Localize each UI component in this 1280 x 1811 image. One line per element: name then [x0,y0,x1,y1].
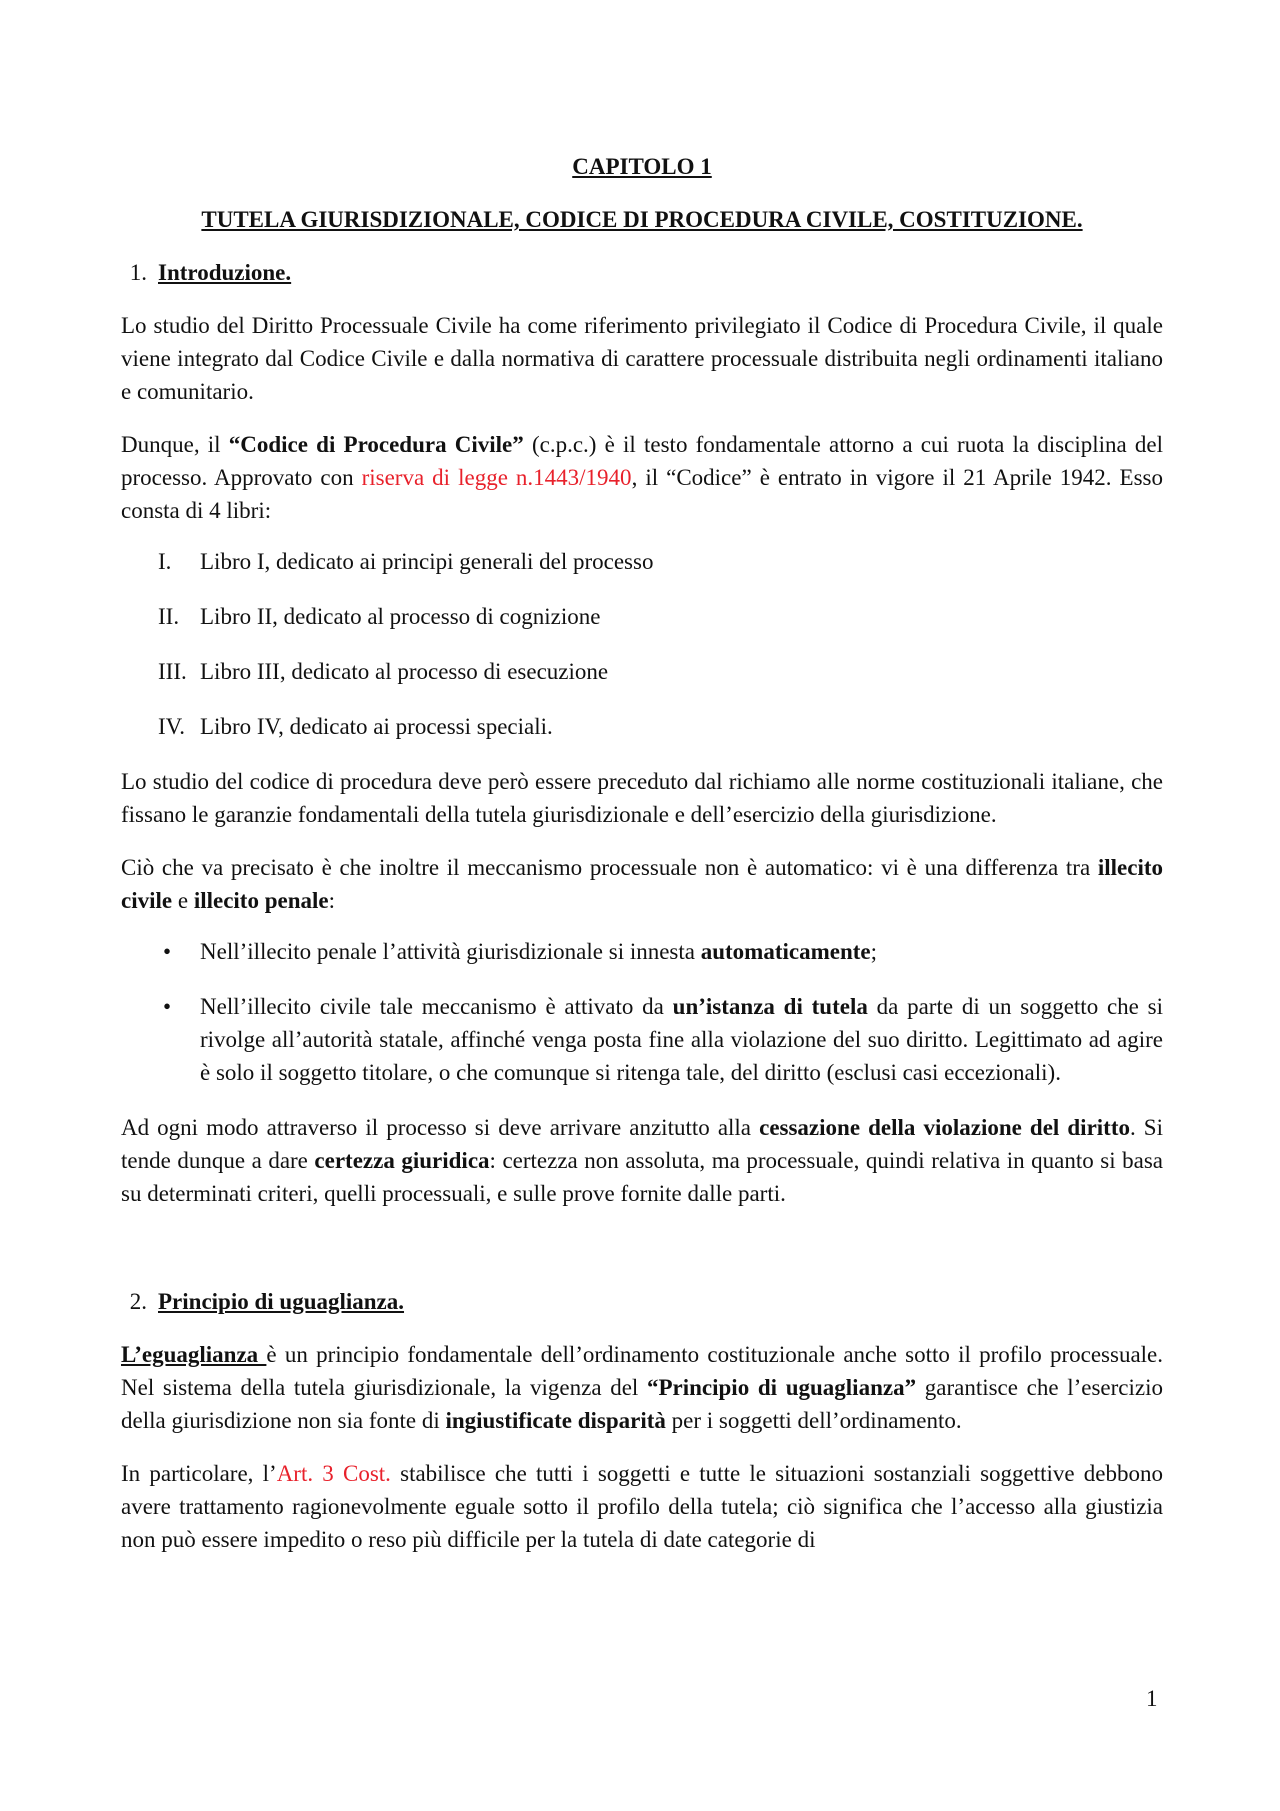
article-reference: Art. 3 Cost. [276,1461,391,1486]
text-run: : [328,888,335,913]
list-item-text: Libro III, dedicato al processo di esecuzione [200,659,609,684]
text-run: Ad ogni modo attraverso il processo si deve arrivare anzitutto alla [121,1115,760,1140]
list-item-text [200,990,1163,1089]
cessazione-bold: cessazione della violazione del diritto [759,1115,1130,1140]
text-run: Dunque, il [121,432,229,457]
list-marker: I. [158,549,172,574]
illecito-civile-bold: illecito civile [121,855,1163,913]
list-marker: IV. [158,714,186,739]
eguaglianza-term: L’eguaglianza [121,1342,267,1367]
certezza-giuridica-bold: certezza giuridica [314,1148,490,1173]
section-title: Introduzione. [158,260,292,285]
paragraph-illecito [121,851,1163,917]
paragraph-costituzione: Lo studio del codice di procedura deve però essere preceduto dal richiamo alle norme costituzionali italiane, che fissano le garanzie fondamentali della tutela giurisdizionale e dell’esercizio della giurisdizione. [121,769,1163,827]
section-heading-uguaglianza [121,1285,1163,1318]
paragraph-eguaglianza [121,1338,1163,1437]
paragraph-certezza [121,1111,1163,1210]
principio-bold: “Principio di uguaglianza” [646,1375,917,1400]
paragraph-art3 [121,1457,1163,1556]
text-run: garantisce che l’esercizio della giurisdizione non sia fonte di [121,1375,1163,1433]
section-number: 2. [129,1289,147,1314]
list-item [121,990,1163,1089]
illecito-bullets [121,935,1163,1089]
text-run: : certezza non assoluta, ma processuale, quindi relativa in quanto si basa su determinati criteri, quelli processuali, e sulle prove fornite dalle parti. [121,1148,1163,1206]
automaticamente-bold: automaticamente [700,939,871,964]
law-reference: riserva di legge n.1443/1940 [361,465,632,490]
text-run: (c.p.c.) è il testo fondamentale attorno a cui ruota la disciplina del processo. Approvato con [121,432,1163,490]
list-item-text: Libro IV, dedicato ai processi speciali. [200,714,553,739]
list-item-text: Libro I, dedicato ai principi generali del processo [200,549,654,574]
page-number: 1 [1146,1686,1158,1711]
list-item [121,935,1163,968]
books-list [121,545,1163,743]
list-item [121,655,1163,688]
list-marker: II. [158,604,180,629]
list-item [121,545,1163,578]
list-marker: III. [158,659,187,684]
document-body [121,150,1163,1556]
istanza-tutela-bold: un’istanza di tutela [672,994,868,1019]
bullet-marker: • [163,939,172,964]
section-number: 1. [129,260,147,285]
list-item [121,600,1163,633]
text-run: è un principio fondamentale dell’ordinamento costituzionale anche sotto il profilo processuale. Nel sistema della tutela giurisdizionale, la vigenza del [121,1342,1164,1400]
disparita-bold: ingiustificate disparità [445,1408,666,1433]
chapter-title: CAPITOLO 1 [572,154,712,179]
illecito-penale-bold: illecito penale [193,888,329,913]
section-title: Principio di uguaglianza. [158,1289,405,1314]
text-run: per i soggetti dell’ordinamento. [665,1408,962,1433]
text-run: Nell’illecito civile tale meccanismo è attivato da [200,994,673,1019]
text-run: da parte di un soggetto che si rivolge all’autorità statale, affinché venga posta fine alla violazione del suo diritto. Legittimato ad agire è solo il soggetto titolare, o che comunque si ritenga tale, del diritto (esclusi casi eccezionali). [200,994,1163,1085]
text-run: . Si tende dunque a dare [121,1115,1163,1173]
text-run: ; [870,939,878,964]
text-run: Ciò che va precisato è che inoltre il meccanismo processuale non è automatico: vi è una differenza tra [121,855,1098,880]
text-run: stabilisce che tutti i soggetti e tutte le situazioni sostanziali soggettive debbono avere trattamento ragionevolmente eguale sotto il profilo della tutela; ciò significa che l’accesso alla giustizia non può essere impedito o reso più difficile per la tutela di date categorie di [121,1461,1164,1552]
paragraph-intro: Lo studio del Diritto Processuale Civile ha come riferimento privilegiato il Codice di Procedura Civile, il quale viene integrato dal Codice Civile e dalla normativa di carattere processuale distribuita negli ordinamenti italiano e comunitario. [121,313,1163,404]
codice-title-bold: “Codice di Procedura Civile” [228,432,524,457]
paragraph-codice [121,428,1163,527]
text-run: , il “Codice” è entrato in vigore il 21 Aprile 1942. Esso consta di 4 libri: [121,465,1164,523]
text-run: Nell’illecito penale l’attività giurisdizionale si innesta [200,939,701,964]
section-heading-introduzione [121,256,1163,289]
list-item [121,710,1163,743]
list-item-text [200,935,1163,968]
bullet-marker: • [163,994,172,1019]
chapter-subtitle: TUTELA GIURISDIZIONALE, CODICE DI PROCEDURA CIVILE, COSTITUZIONE. [201,207,1083,232]
text-run: In particolare, l’ [121,1461,277,1486]
text-run: e [172,888,194,913]
list-item-text: Libro II, dedicato al processo di cognizione [200,604,601,629]
